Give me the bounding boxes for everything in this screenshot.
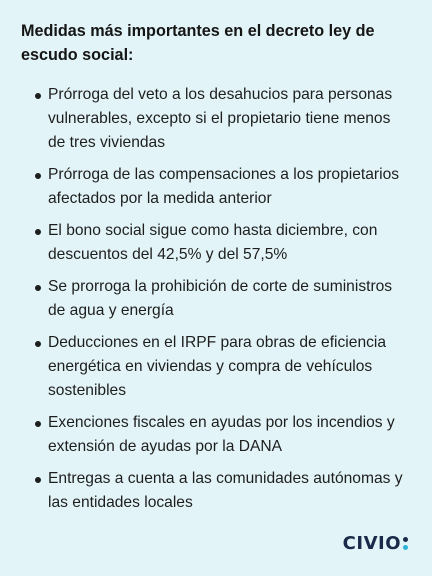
list-item-text: Deducciones en el IRPF para obras de eficiencia energética en viviendas y compra de vehículos sostenibles (48, 334, 387, 399)
bullet-icon (35, 421, 41, 427)
civio-logo (343, 533, 408, 554)
logo-dot-bottom (403, 545, 408, 550)
list-item (21, 411, 412, 459)
list-item-text: Se prorroga la prohibición de corte de suministros de agua y energía (48, 278, 393, 319)
bullet-icon (35, 93, 41, 99)
list-item (21, 331, 412, 403)
list-item-text: Prórroga de las compensaciones a los propietarios afectados por la medida anterior (48, 166, 400, 207)
list-item-text: Entregas a cuenta a las comunidades autónomas y las entidades locales (48, 470, 403, 511)
logo-dots-icon (403, 537, 408, 550)
bullet-icon (35, 285, 41, 291)
list-item (21, 275, 412, 323)
logo-text: CIVIO (342, 533, 401, 554)
measures-list (21, 83, 412, 515)
bullet-icon (35, 477, 41, 483)
list-item (21, 219, 412, 267)
list-item (21, 83, 412, 155)
bullet-icon (35, 229, 41, 235)
logo-dot-top (403, 537, 408, 542)
list-item-text: Prórroga del veto a los desahucios para personas vulnerables, excepto si el propietario tiene menos de tres viviendas (48, 86, 393, 151)
page-title: Medidas más importantes en el decreto ley de escudo social: (21, 22, 375, 64)
list-item (21, 467, 412, 515)
list-item-text: Exenciones fiscales en ayudas por los incendios y extensión de ayudas por la DANA (48, 414, 395, 455)
list-item-text: El bono social sigue como hasta diciembre, con descuentos del 42,5% y del 57,5% (48, 222, 378, 263)
list-item (21, 163, 412, 211)
bullet-icon (35, 341, 41, 347)
bullet-icon (35, 173, 41, 179)
